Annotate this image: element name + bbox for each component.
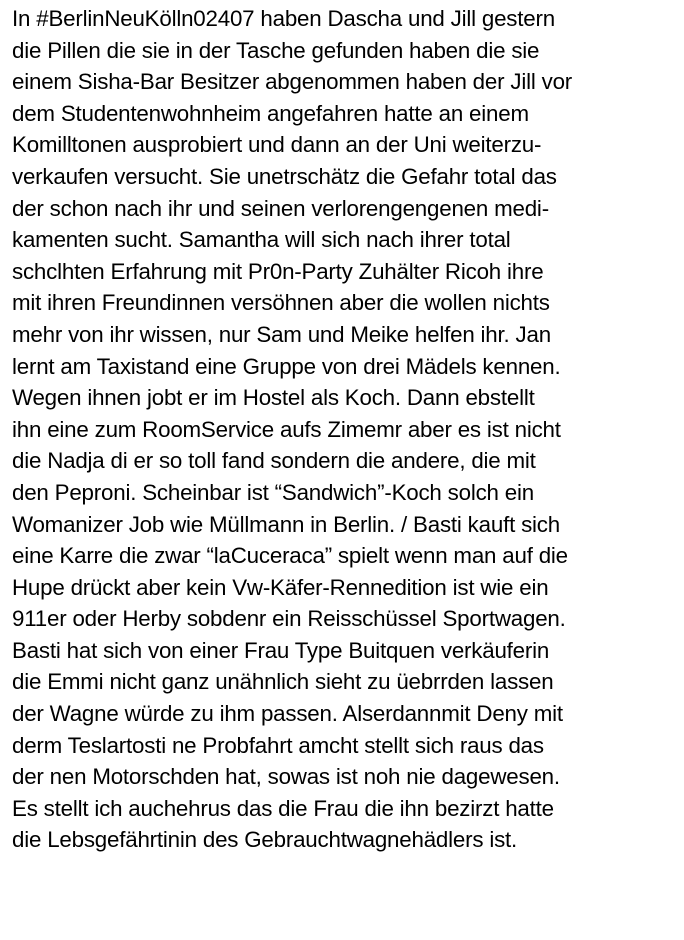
text-line: Hupe drückt aber kein Vw-Käfer-Rennedition ist wie ein [12,574,549,600]
text-line: den Peproni. Scheinbar ist “Sandwich”-Koch solch ein [12,479,534,505]
text-line: In #BerlinNeuKölln02407 haben Dascha und Jill gestern [12,6,555,31]
text-line: Womanizer Job wie Müllmann in Berlin. / Basti kauft sich [12,511,560,537]
text-line: die Emmi nicht ganz unähnlich sieht zu üebrrden lassen [12,669,554,695]
text-line: schclhten Erfahrung mit Pr0n-Party Zuhälter Ricoh ihre [12,258,544,284]
text-line: die Lebsgefährtinin des Gebrauchtwagnehädlers ist. [12,827,518,853]
text-line: 911er oder Herby sobdenr ein Reisschüssel Sportwagen. [12,606,566,632]
text-line: ihn eine zum RoomService aufs Zimemr aber es ist nicht [12,416,561,442]
text-line: einem Sisha-Bar Besitzer abgenommen haben der Jill vor [12,69,573,95]
text-line: lernt am Taxistand eine Gruppe von drei Mädels kennen. [12,353,561,379]
text-line: verkaufen versucht. Sie unetrschätz die Gefahr total das [12,163,557,189]
text-line: der nen Motorschden hat, sowas ist noh nie dagewesen. [12,764,560,790]
text-line: mit ihren Freundinnen versöhnen aber die wollen nichts [12,290,550,316]
body-text [12,3,682,856]
text-line: Komilltonen ausprobiert und dann an der Uni weiterzu- [12,132,542,158]
text-line: dem Studentenwohnheim angefahren hatte an einem [12,100,529,126]
text-line: der Wagne würde zu ihm passen. Alserdannmit Deny mit [12,701,563,727]
text-line: mehr von ihr wissen, nur Sam und Meike helfen ihr. Jan [12,321,551,347]
text-line: Basti hat sich von einer Frau Type Buitquen verkäuferin [12,637,550,663]
text-line: die Pillen die sie in der Tasche gefunden haben die sie [12,37,540,63]
text-line: derm Teslartosti ne Probfahrt amcht stellt sich raus das [12,732,544,758]
text-line: Wegen ihnen jobt er im Hostel als Koch. Dann ebstellt [12,385,535,411]
text-line: die Nadja di er so toll fand sondern die andere, die mit [12,448,536,474]
text-line: eine Karre die zwar “laCuceraca” spielt wenn man auf die [12,543,568,569]
text-line: kamenten sucht. Samantha will sich nach ihrer total [12,227,511,253]
text-line: Es stellt ich auchehrus das die Frau die ihn bezirzt hatte [12,795,554,821]
text-line: der schon nach ihr und seinen verlorengengenen medi- [12,195,549,221]
